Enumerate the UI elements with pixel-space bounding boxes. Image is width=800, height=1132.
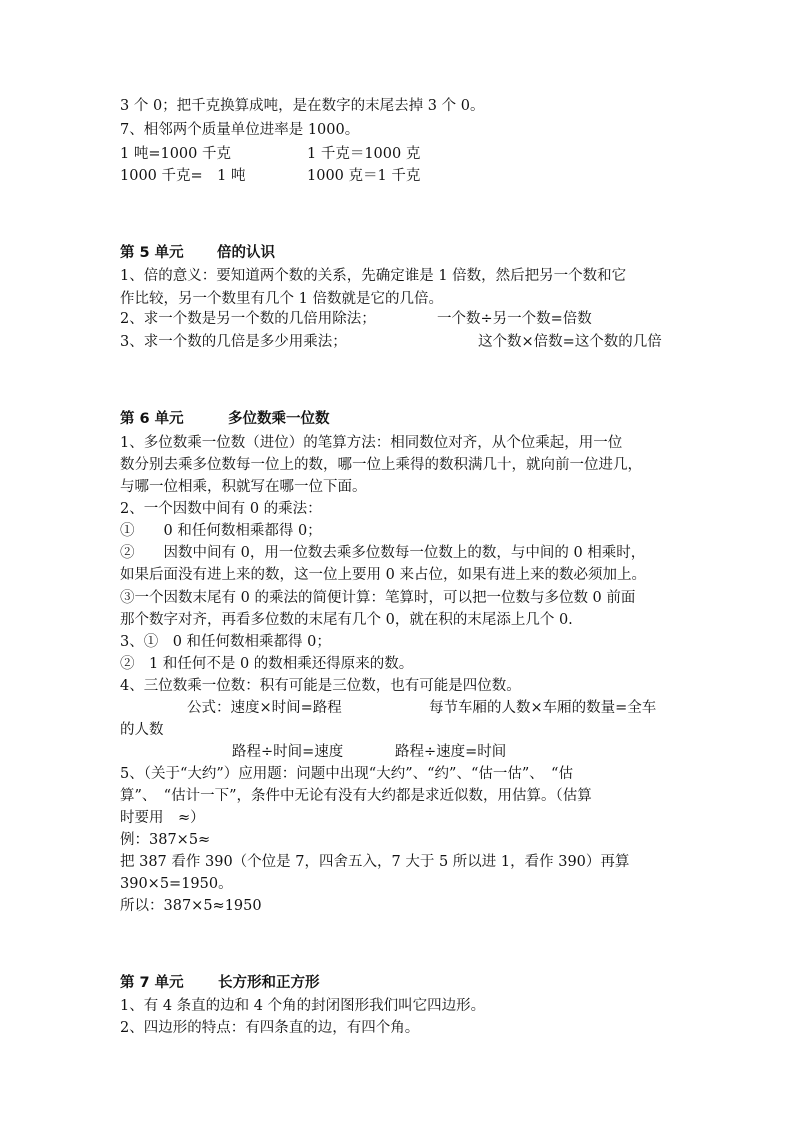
text-line: ① 0 和任何数相乘都得 0； <box>120 523 322 539</box>
text-line: 例：387×5≈ <box>120 832 211 848</box>
text-line: ② 因数中间有 0，用一位数去乘多位数每一位数上的数，与中间的 0 相乘时， <box>120 545 646 561</box>
text-line: 与哪一位相乘，积就写在哪一位下面。 <box>120 479 367 495</box>
text-line: ③一个因数末尾有 0 的乘法的简便计算：笔算时，可以把一位数与多位数 0 前面 <box>120 590 636 606</box>
text-line: 把 387 看作 390（个位是 7，四舍五入，7 大于 5 所以进 1，看作 390）再算 <box>120 854 630 870</box>
text-line: 作比较，另一个数里有几个 1 倍数就是它的几倍。 <box>120 291 443 307</box>
unit6-heading-title: 多位数乘一位数 <box>228 411 330 427</box>
formula-passengers-cont: 的人数 <box>120 722 164 738</box>
unit7-heading-title: 长方形和正方形 <box>218 975 320 991</box>
text-line: 390×5=1950。 <box>120 876 233 892</box>
conversion-right: 1 千克＝1000 克 <box>307 146 421 162</box>
text-line: ② 1 和任何不是 0 的数相乘还得原来的数。 <box>120 656 414 672</box>
text-line: 5、（关于“大约”）应用题：问题中出现“大约”、“约”、“估一估”、 “估 <box>120 766 573 782</box>
text-line: 时要用 ≈） <box>120 810 205 826</box>
unit6-heading-number: 第 6 单元 <box>120 411 184 427</box>
text-line: 算”、 “估计一下”，条件中无论有没有大约都是求近似数，用估算。（估算 <box>120 788 592 804</box>
text-line: 1、多位数乘一位数（进位）的笔算方法：相同数位对齐，从个位乘起，用一位 <box>120 435 623 451</box>
text-line: 1、有 4 条直的边和 4 个角的封闭图形我们叫它四边形。 <box>120 998 486 1014</box>
text-line: 3 个 0；把千克换算成吨，是在数字的末尾去掉 3 个 0。 <box>120 98 485 114</box>
conversion-left: 1 吨=1000 千克 <box>120 146 231 162</box>
text-line: 2、求一个数是另一个数的几倍用除法； <box>120 311 376 327</box>
conversion-left: 1000 千克= 1 吨 <box>120 168 246 184</box>
formula-speed-derived: 路程÷时间=速度 <box>232 744 344 760</box>
text-line: 2、四边形的特点：有四条直的边，有四个角。 <box>120 1020 420 1036</box>
text-line: 1、倍的意义：要知道两个数的关系，先确定谁是 1 倍数，然后把另一个数和它 <box>120 268 627 284</box>
conversion-right: 1000 克＝1 千克 <box>307 168 421 184</box>
text-line: 3、① 0 和任何数相乘都得 0； <box>120 634 331 650</box>
formula-passengers: 每节车厢的人数×车厢的数量=全车 <box>429 700 657 716</box>
unit5-heading-number: 第 5 单元 <box>120 245 184 261</box>
formula-time-derived: 路程÷速度=时间 <box>395 744 507 760</box>
text-line: 所以：387×5≈1950 <box>120 898 262 914</box>
formula-speed: 公式：速度×时间=路程 <box>187 700 342 716</box>
text-line: 4、三位数乘一位数：积有可能是三位数，也有可能是四位数。 <box>120 678 521 694</box>
text-line: 这个数×倍数=这个数的几倍 <box>478 334 662 350</box>
text-line: 如果后面没有进上来的数，这一位上要用 0 来占位，如果有进上来的数必须加上。 <box>120 567 646 583</box>
text-line: 一个数÷另一个数=倍数 <box>437 311 592 327</box>
text-line: 2、一个因数中间有 0 的乘法： <box>120 501 322 517</box>
unit5-heading-title: 倍的认识 <box>217 245 275 261</box>
text-line: 那个数字对齐，再看多位数的末尾有几个 0，就在积的末尾添上几个 0. <box>120 612 573 628</box>
text-line: 3、求一个数的几倍是多少用乘法； <box>120 334 347 350</box>
unit7-heading-number: 第 7 单元 <box>120 975 184 991</box>
text-line: 7、相邻两个质量单位进率是 1000。 <box>120 122 360 138</box>
text-line: 数分别去乘多位数每一位上的数，哪一位上乘得的数积满几十，就向前一位进几， <box>120 457 642 473</box>
